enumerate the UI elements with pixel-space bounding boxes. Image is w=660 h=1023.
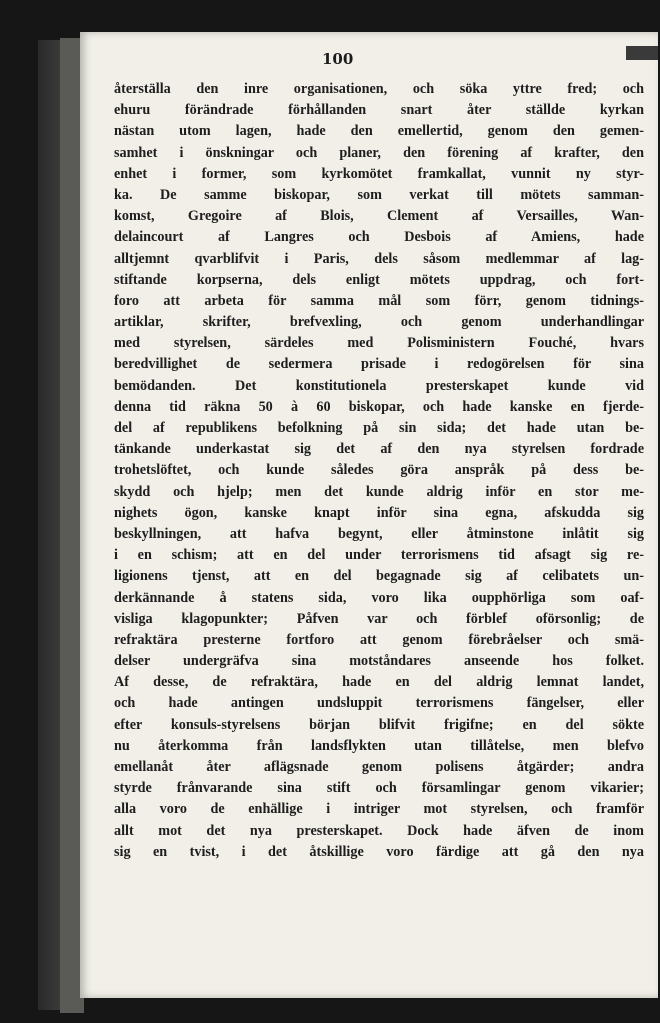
text-line: ka. De samme biskopar, som verkat till mötets samman-	[114, 186, 644, 203]
text-line: i en schism; att en del under terrorismens tid afsagt sig re-	[114, 547, 644, 564]
text-line: styrde frånvarande sina stift och församlingar genom vikarier;	[114, 780, 644, 797]
text-line: tänkande underkastat sig det af den nya styrelsen fordrade	[114, 441, 644, 458]
text-line: och hade antingen undsluppit terrorismens fängelser, eller	[114, 695, 644, 712]
text-line: nighets ögon, kanske knapt inför sina egna, afskudda sig	[114, 504, 644, 521]
text-line: emellanåt åter aflägsnade genom polisens åtgärder; andra	[114, 759, 644, 775]
text-line: artiklar, skrifter, brefvexling, och genom underhandlingar	[114, 314, 644, 331]
text-line: ehuru förändrade förhållanden snart åter ställde kyrkan	[114, 102, 644, 119]
text-line: med styrelsen, särdeles med Polisministern Fouché, hvars	[114, 335, 644, 352]
text-line: allt mot det nya presterskapet. Dock hade äfven de inom	[114, 822, 644, 839]
text-line: nästan utom lagen, hade den emellertid, genom den gemen-	[114, 123, 644, 140]
text-line: denna tid räkna 50 à 60 biskopar, och hade kanske en fjerde-	[114, 398, 644, 415]
text-line: stiftande korpserna, dels enligt mötets uppdrag, och fort-	[114, 271, 644, 288]
text-line: nu återkomma från landsflykten utan tillåtelse, men blefvo	[114, 737, 644, 754]
text-line: ligionens tjenst, att en del begagnade sig af celibatets un-	[114, 568, 644, 585]
page-number: 100	[322, 50, 354, 68]
body-text	[114, 79, 644, 863]
text-line: beredvillighet de sedermera prisade i redogörelsen för sina	[114, 356, 644, 373]
text-line: delaincourt af Langres och Desbois af Amiens, hade	[114, 229, 644, 246]
text-line: del af republikens befolkning på sin sida; det hade utan be-	[114, 420, 644, 436]
text-line: beskyllningen, att hafva begynt, eller åtminstone inlåtit sig	[114, 525, 644, 542]
text-line: enhet i former, som kyrkomötet framkallat, vunnit ny styr-	[114, 165, 644, 182]
page-corner-mark	[626, 46, 658, 60]
text-line: refraktära presterne fortforo att genom förebråelser och smä-	[114, 631, 644, 648]
text-line: visliga klagopunkter; Påfven var och förblef oförsonlig; de	[114, 610, 644, 627]
text-line: alltjemnt qvarblifvit i Paris, dels såsom medlemmar af lag-	[114, 250, 644, 267]
text-line: samhet i önskningar och planer, den förening af krafter, den	[114, 144, 644, 161]
text-line: foro att arbeta för samma mål som förr, genom tidnings-	[114, 292, 644, 309]
text-line: derkännande å statens sida, voro lika oupphörliga som oaf-	[114, 589, 644, 606]
text-line: sig en tvist, i det åtskillige voro färdige att gå den nya	[114, 843, 644, 860]
text-line: trohetslöftet, och kunde således göra anspråk på dess be-	[114, 462, 644, 479]
text-line: skydd och hjelp; men det kunde aldrig inför en stor me-	[114, 483, 644, 500]
text-line: alla voro de enhällige i intriger mot styrelsen, och framför	[114, 801, 644, 818]
text-line: delser undergräfva sina motståndares anseende hos folket.	[114, 653, 644, 670]
text-line: efter konsuls-styrelsens början blifvit frigifne; en del sökte	[114, 716, 644, 733]
text-line: bemödanden. Det konstitutionela presterskapet kunde vid	[114, 377, 644, 394]
text-line: komst, Gregoire af Blois, Clement af Versailles, Wan-	[114, 208, 644, 225]
text-line: Af desse, de refraktära, hade en del aldrig lemnat landet,	[114, 674, 644, 691]
text-line: återställa den inre organisationen, och söka yttre fred; och	[114, 81, 644, 97]
